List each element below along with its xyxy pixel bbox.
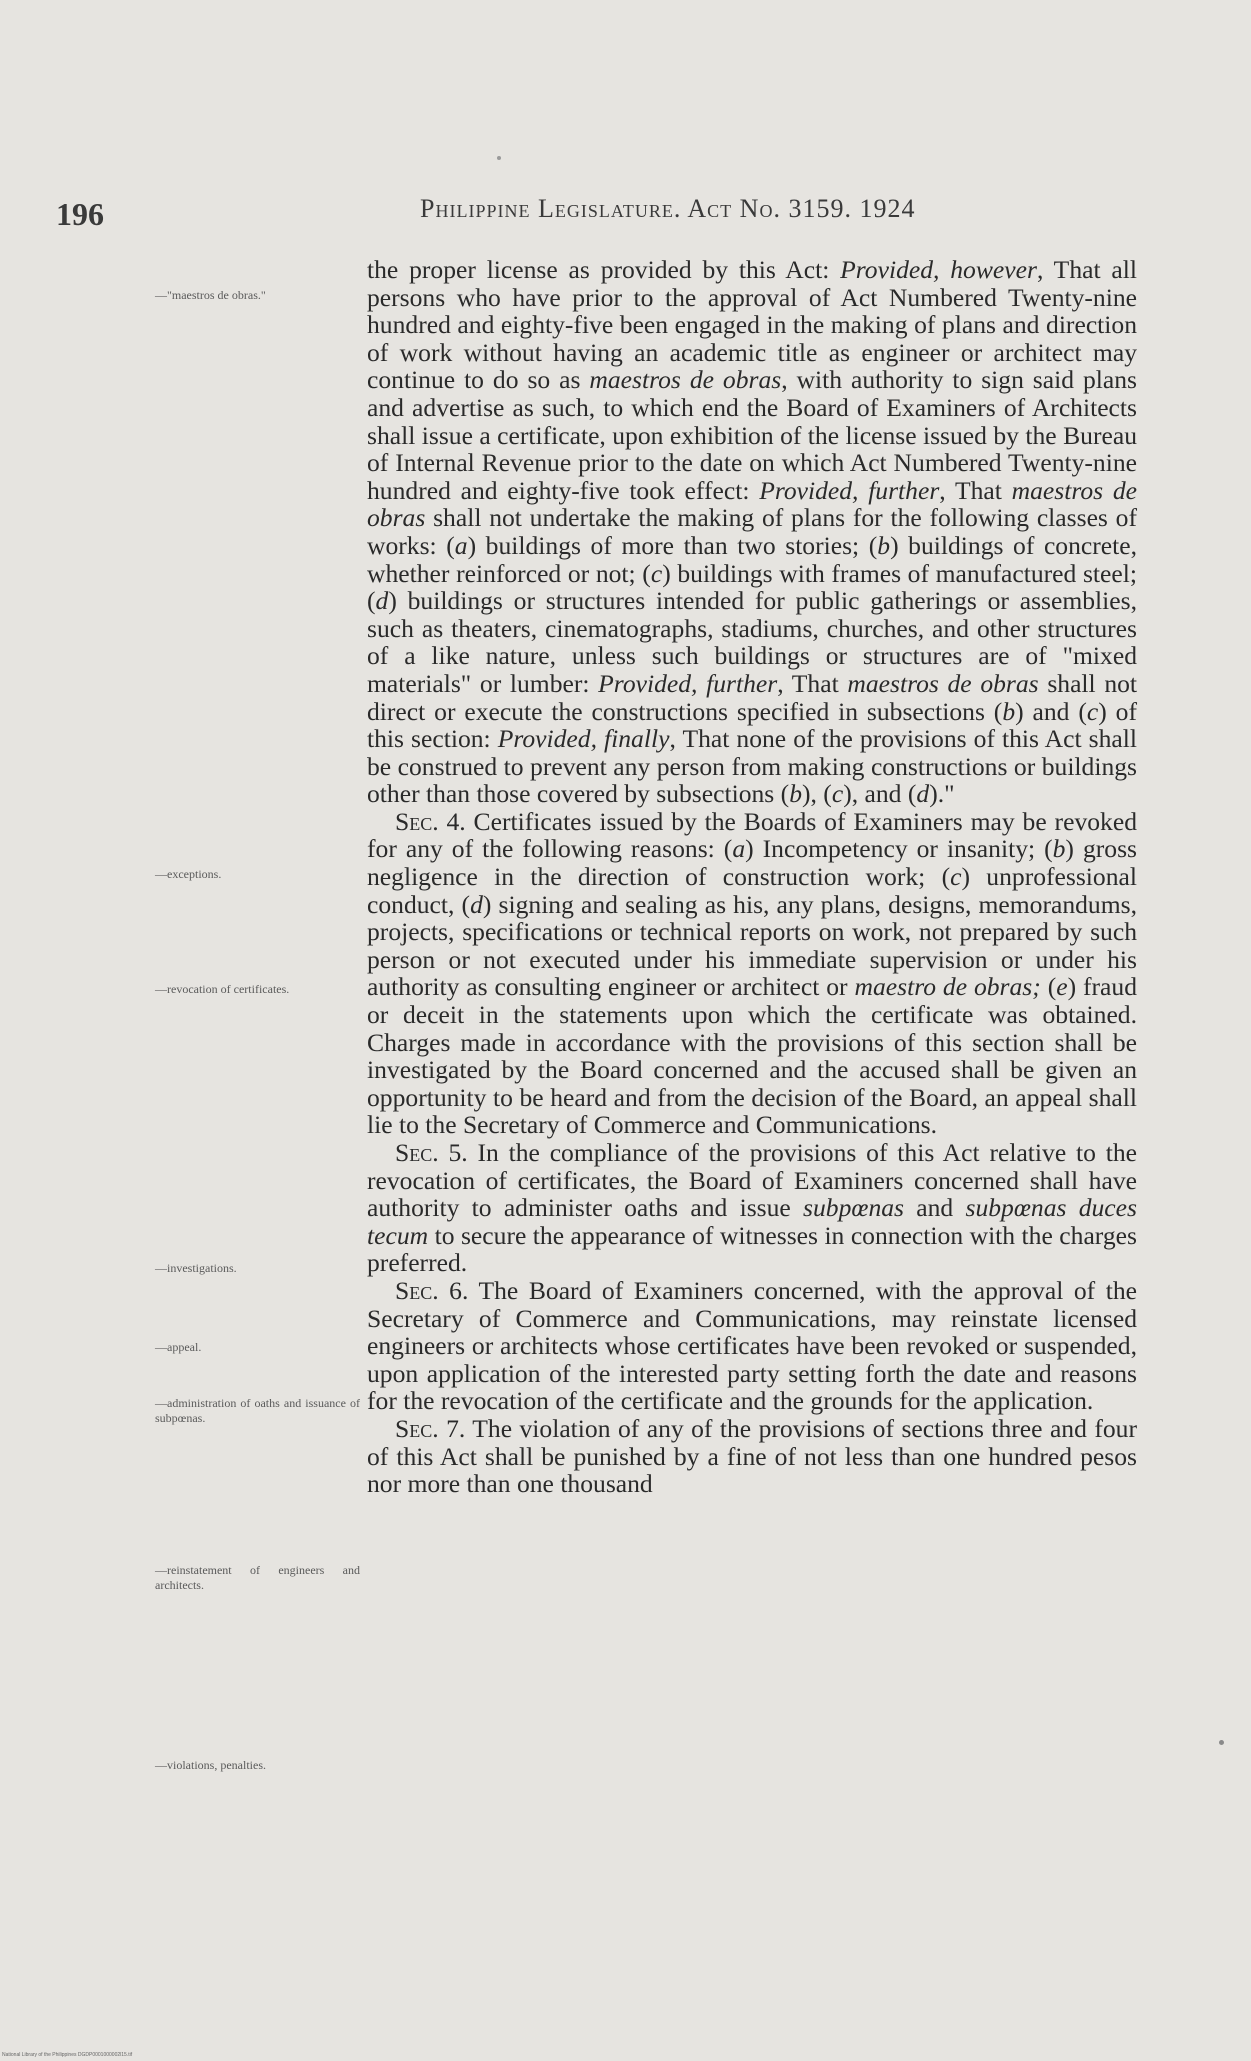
section-6-label: Sec. 6. (395, 1275, 469, 1305)
paragraph-continuation: the proper license as provided by this Act: Provided, however, That all persons who have prior to the approval of Act Numbered Twenty-nine hundred and eighty-five been engaged in the making of plans and direction of work without having an academic title as engineer or architect may continue to do so as maestros de obras, with authority to sign said plans and advertise as such, to which end the Board of Examiners of Architects shall issue a certificate, upon exhibition of the license issued by the Bureau of Internal Revenue prior to the date on which Act Numbered Twenty-nine hundred and eighty-five took effect: Provided, further, That maestros de obras shall not undertake the making of plans for the following classes of works: (a) buildings of more than two stories; (b) buildings of concrete, whether reinforced or not; (c) buildings with frames of manufactured steel; (d) buildings or structures intended for public gatherings or assemblies, such as theaters, cinematographs, stadiums, churches, and other structures of a like nature, unless such buildings or structures are of "mixed materials" or lumber: Provided, further, That maestros de obras shall not direct or execute the constructions specified in subsections (b) and (c) of this section: Provided, finally, That none of the provisions of this Act shall be construed to prevent any person from making constructions or buildings other than those covered by subsections (b), (c), and (d)." (367, 255, 1138, 809)
section-7-paragraph: Sec. 7. The violation of any of the provisions of sections three and four of this Act shall be punished by a fine of not less than one hundred pesos nor more than one thousand (367, 1413, 1137, 1499)
body-text (367, 256, 1137, 1498)
margin-note-investigations: —investigations. (155, 1261, 237, 1275)
margin-note-exceptions: —exceptions. (155, 867, 222, 881)
margin-note-appeal: —appeal. (155, 1340, 202, 1354)
section-7-label: Sec. 7. (395, 1413, 466, 1443)
running-head-text: Philippine Legislature. Act No. 3159. 1924 (420, 194, 916, 223)
section-5-paragraph: Sec. 5. In the compliance of the provisions of this Act relative to the revocation of certificates, the Board of Examiners concerned shall have authority to administer oaths and issue subpœnas and subpœnas duces tecum to secure the appearance of witnesses in connection with the charges preferred. (367, 1138, 1137, 1278)
ink-speck (1219, 1740, 1224, 1745)
section-4-paragraph: Sec. 4. Certificates issued by the Boards of Examiners may be revoked for any of the following reasons: (a) Incompetency or insanity; (b) gross negligence in the direction of construction work; (c) unprofessional conduct, (d) signing and sealing as his, any plans, designs, memorandums, projects, specifications or technical reports on work, not prepared by such person or not executed under his immediate supervision or under his authority as consulting engineer or architect or maestro de obras; (e) fraud or deceit in the statements upon which the certificate was obtained. Charges made in accordance with the provisions of this section shall be investigated by the Board concerned and the accused shall be given an opportunity to be heard and from the decision of the Board, an appeal shall lie to the Secretary of Commerce and Communications. (367, 806, 1138, 1140)
running-head (420, 194, 915, 224)
page-number: 196 (56, 196, 104, 232)
margin-note-administration: —administration of oaths and issuance of subpœnas. (155, 1396, 360, 1425)
scan-footer: National Library of the Philippines DGDP0001000002l15.tif (2, 2052, 133, 2058)
section-4-label: Sec. 4. (395, 806, 466, 836)
margin-note-violations: —violations, penalties. (155, 1758, 266, 1772)
margin-note-maestros: —"maestros de obras." (155, 288, 266, 302)
margin-note-revocation: —revocation of certificates. (155, 982, 290, 996)
section-5-label: Sec. 5. (395, 1138, 468, 1167)
ink-speck (497, 156, 501, 160)
section-6-paragraph: Sec. 6. The Board of Examiners concerned, with the approval of the Secretary of Commerce and Communications, may reinstate licensed engineers or architects whose certificates have been revoked or suspended, upon application of the interested party setting forth the date and reasons for the revocation of the certificate and the grounds for the application. (367, 1275, 1137, 1416)
margin-note-reinstatement: —reinstatement of engineers and architects. (155, 1563, 360, 1592)
